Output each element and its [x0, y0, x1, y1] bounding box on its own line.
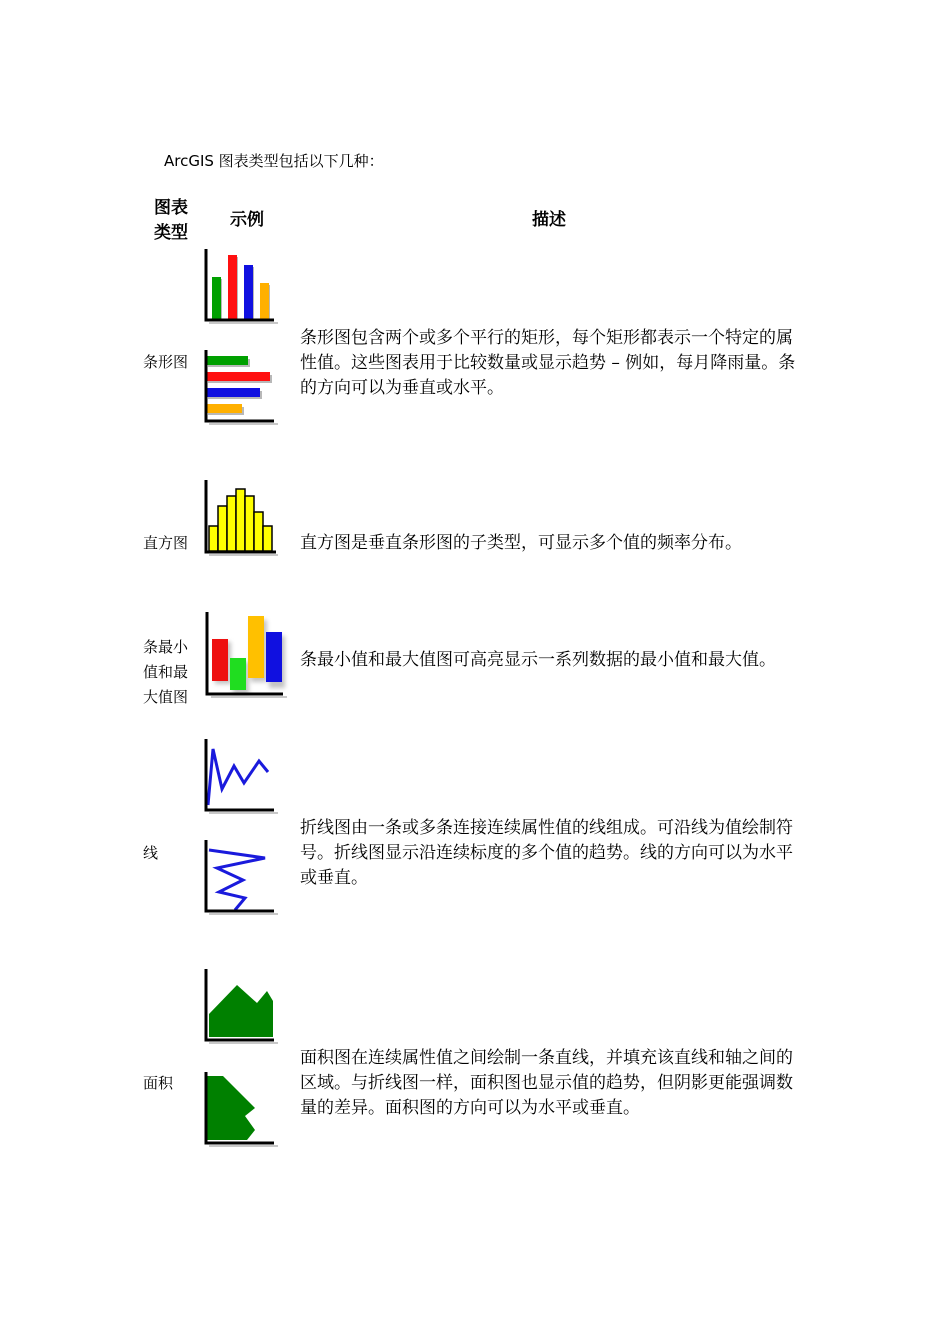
header-type [151, 196, 191, 246]
horizontal-bar-chart-icon [201, 350, 281, 426]
row-description-line: 折线图由一条或多条连接连续属性值的线组成。可沿线为值绘制符号。折线图显示沿连续标度的多个值的趋势。线的方向可以为水平或垂直。 [300, 818, 793, 888]
row-type-minmax-line1: 条最小 [143, 638, 189, 656]
horizontal-area-chart-icon [201, 1072, 281, 1148]
row-type-minmax [143, 635, 188, 710]
header-example: 示例 [230, 210, 264, 230]
intro-text: ArcGIS 图表类型包括以下几种： [164, 152, 384, 170]
row-type-minmax-line3: 大值图 [143, 688, 189, 706]
row-type-histogram: 直方图 [143, 534, 189, 552]
histogram-icon [201, 480, 281, 556]
row-description-bar: 条形图包含两个或多个平行的矩形，每个矩形都表示一个特定的属性值。这些图表用于比较数量或显示趋势 – 例如，每月降雨量。条的方向可以为垂直或水平。 [300, 328, 796, 398]
row-description-histogram: 直方图是垂直条形图的子类型，可显示多个值的频率分布。 [300, 533, 742, 553]
header-description: 描述 [532, 210, 566, 230]
vertical-bar-chart-icon [201, 249, 281, 325]
row-type-area: 面积 [143, 1074, 174, 1092]
vertical-line-chart-icon [201, 739, 281, 815]
header-type-line2: 类型 [154, 223, 188, 243]
horizontal-line-chart-icon [201, 840, 281, 916]
row-type-bar: 条形图 [143, 353, 189, 371]
header-type-line1: 图表 [154, 198, 188, 218]
min-max-bar-chart-icon [201, 610, 291, 700]
vertical-area-chart-icon [201, 969, 281, 1045]
row-description-area: 面积图在连续属性值之间绘制一条直线，并填充该直线和轴之间的区域。与折线图一样，面积图也显示值的趋势，但阴影更能强调数量的差异。面积图的方向可以为水平或垂直。 [300, 1048, 793, 1118]
row-type-line: 线 [143, 844, 159, 862]
row-type-minmax-line2: 值和最 [143, 663, 189, 681]
row-description-minmax: 条最小值和最大值图可高亮显示一系列数据的最小值和最大值。 [300, 650, 776, 670]
